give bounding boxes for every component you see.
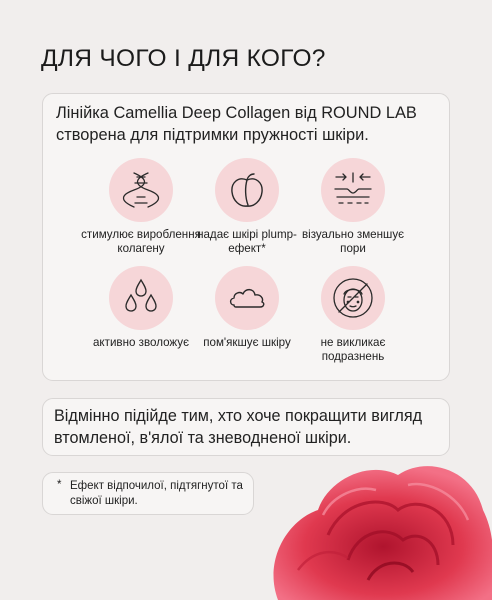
- benefits-card: [42, 93, 450, 381]
- feature-plump: [187, 158, 307, 256]
- page-title: ДЛЯ ЧОГО І ДЛЯ КОГО?: [41, 45, 326, 72]
- feature-soothe: [187, 266, 307, 350]
- feature-pores: [293, 158, 413, 256]
- feature-label: пом'якшує шкіру: [203, 336, 291, 349]
- footnote-marker: *: [57, 479, 62, 491]
- pores-icon: [321, 158, 385, 222]
- footnote-text: Ефект відпочилої, підтягнутої та свіжої шкіри.: [70, 480, 243, 507]
- cloud-icon: [215, 266, 279, 330]
- feature-collagen: [81, 158, 201, 256]
- feature-label: надає шкірі plump-ефект*: [197, 228, 297, 255]
- suitability-text: Відмінно підійде тим, хто хоче покращити вигляд втомленої, в'ялої та зневодненої шкіри.: [54, 407, 423, 447]
- droplets-icon: [109, 266, 173, 330]
- face-no-irritation-icon: [321, 266, 385, 330]
- product-description: Лінійка Camellia Deep Collagen від ROUND LAB створена для підтримки пружності шкіри.: [56, 104, 417, 144]
- peach-icon: [215, 158, 279, 222]
- collagen-helix-icon: [109, 158, 173, 222]
- feature-moisture: [81, 266, 201, 350]
- camellia-flower-image: [258, 440, 492, 600]
- feature-label: не викликає подразнень: [320, 336, 386, 363]
- footnote-card: [42, 472, 254, 515]
- feature-label: візуально зменшує пори: [301, 228, 405, 255]
- feature-label: стимулює вироблення колагену: [81, 228, 201, 255]
- feature-no-irritation: [293, 266, 413, 364]
- feature-label: активно зволожує: [92, 336, 190, 349]
